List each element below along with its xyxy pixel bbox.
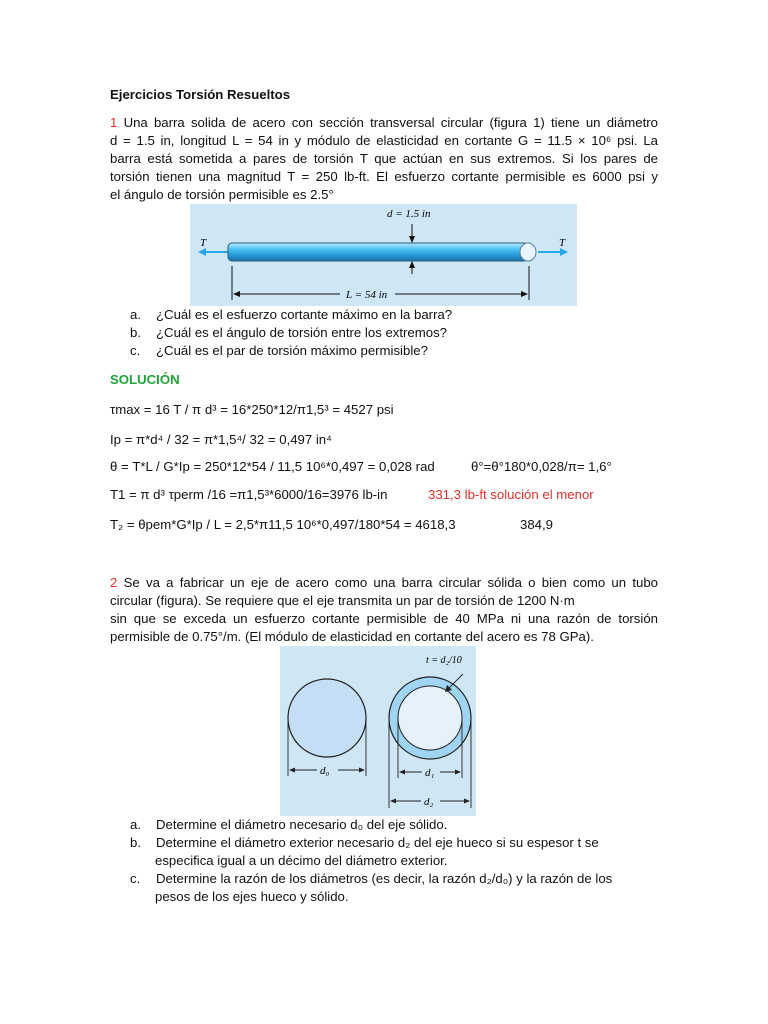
p2-question-c-continued: pesos de los ejes hueco y sólido. <box>155 889 349 904</box>
d2-label: d₂ <box>424 796 434 808</box>
p2-line-1 <box>110 574 658 592</box>
p2-question-b-continued: especifica igual a un décimo del diámetro exterior. <box>155 853 448 868</box>
p1-number: 1 <box>110 115 118 130</box>
p2-question-c: c. Determine la razón de los diámetros (es decir, la razón d₂/d₀) y la razón de los <box>130 871 613 886</box>
p2-line-4: permisible de 0.75°/m. (El módulo de elasticidad en cortante del acero es 78 GPa). <box>110 629 594 644</box>
steel-bar <box>228 243 528 261</box>
solution-t2: T₂ = θpem*G*Ip / L = 2,5*π11,5 10⁶*0,497/180*54 = 4618,3 <box>110 517 456 532</box>
thickness-label: t = d₂/10 <box>426 655 462 666</box>
p1-line-5: el ángulo de torsión permisible es 2.5° <box>110 187 334 202</box>
p1-line-1 <box>110 114 658 132</box>
hollow-tube-inner <box>398 686 462 750</box>
length-label: L = 54 in <box>346 289 388 301</box>
solution-t2-note: 384,9 <box>520 517 554 532</box>
p2-line-2: circular (figura). Se requiere que el eje transmita un par de torsión de 1200 N·m <box>110 593 575 608</box>
p1-line-3: barra está sometida a pares de torsión T que actúan en sus extremos. Si los pares de <box>110 151 658 166</box>
bar-end-face <box>520 243 536 261</box>
torque-label-right: T <box>559 237 566 249</box>
solution-polar-inertia: Ip = π*d⁴ / 32 = π*1,5⁴/ 32 = 0,497 in⁴ <box>110 432 332 447</box>
d0-label: d₀ <box>320 765 330 777</box>
solid-shaft <box>288 679 366 757</box>
p1-question-c: c. ¿Cuál es el par de torsión máximo permisible? <box>130 343 428 358</box>
p1-question-a: a. ¿Cuál es el esfuerzo cortante máximo en la barra? <box>130 307 453 322</box>
p1-line-4: torsión tienen una magnitud T = 250 lb-ft. El esfuerzo cortante permisible es 6000 psi y <box>110 169 658 184</box>
figure-shafts <box>280 646 476 816</box>
p1-line-1-text: Una barra solida de acero con sección transversal circular (figura 1) tiene un diámetro <box>123 115 658 130</box>
p2-line-3: sin que se exceda un esfuerzo cortante permisible de 40 MPa ni una razón de torsión <box>110 611 658 626</box>
p2-question-b: b. Determine el diámetro exterior necesario d₂ del eje hueco si su espesor t se <box>130 835 599 850</box>
solution-tau-max: τmax = 16 T / π d³ = 16*250*12/π1,5³ = 4527 psi <box>110 402 394 417</box>
p1-question-b: b. ¿Cuál es el ángulo de torsión entre los extremos? <box>130 325 448 340</box>
torque-label-left: T <box>200 237 207 249</box>
solution-theta-deg: θ°=θ°180*0,028/π= 1,6° <box>471 459 612 474</box>
figure-bar <box>190 204 577 306</box>
page-title: Ejercicios Torsión Resueltos <box>110 87 291 102</box>
diameter-label: d = 1.5 in <box>387 208 431 220</box>
p2-line-1-text: Se va a fabricar un eje de acero como una barra circular sólida o bien como un tubo <box>123 575 659 590</box>
solution-heading: SOLUCIÓN <box>110 372 180 387</box>
p2-question-a: a. Determine el diámetro necesario d₀ del eje sólido. <box>130 817 448 832</box>
solution-t1: T1 = π d³ τperm /16 =π1,5³*6000/16=3976 lb-in <box>110 487 388 502</box>
solution-theta-rad: θ = T*L / G*Ip = 250*12*54 / 11,5 10⁶*0,497 = 0,028 rad <box>110 459 435 474</box>
p2-number: 2 <box>110 575 118 590</box>
p1-line-2: d = 1.5 in, longitud L = 54 in y módulo de elasticidad en cortante G = 11.5 × 10⁶ psi. La <box>110 133 658 148</box>
solution-t1-note: 331,3 lb-ft solución el menor <box>428 487 594 502</box>
d1-label: d₁ <box>425 767 435 779</box>
